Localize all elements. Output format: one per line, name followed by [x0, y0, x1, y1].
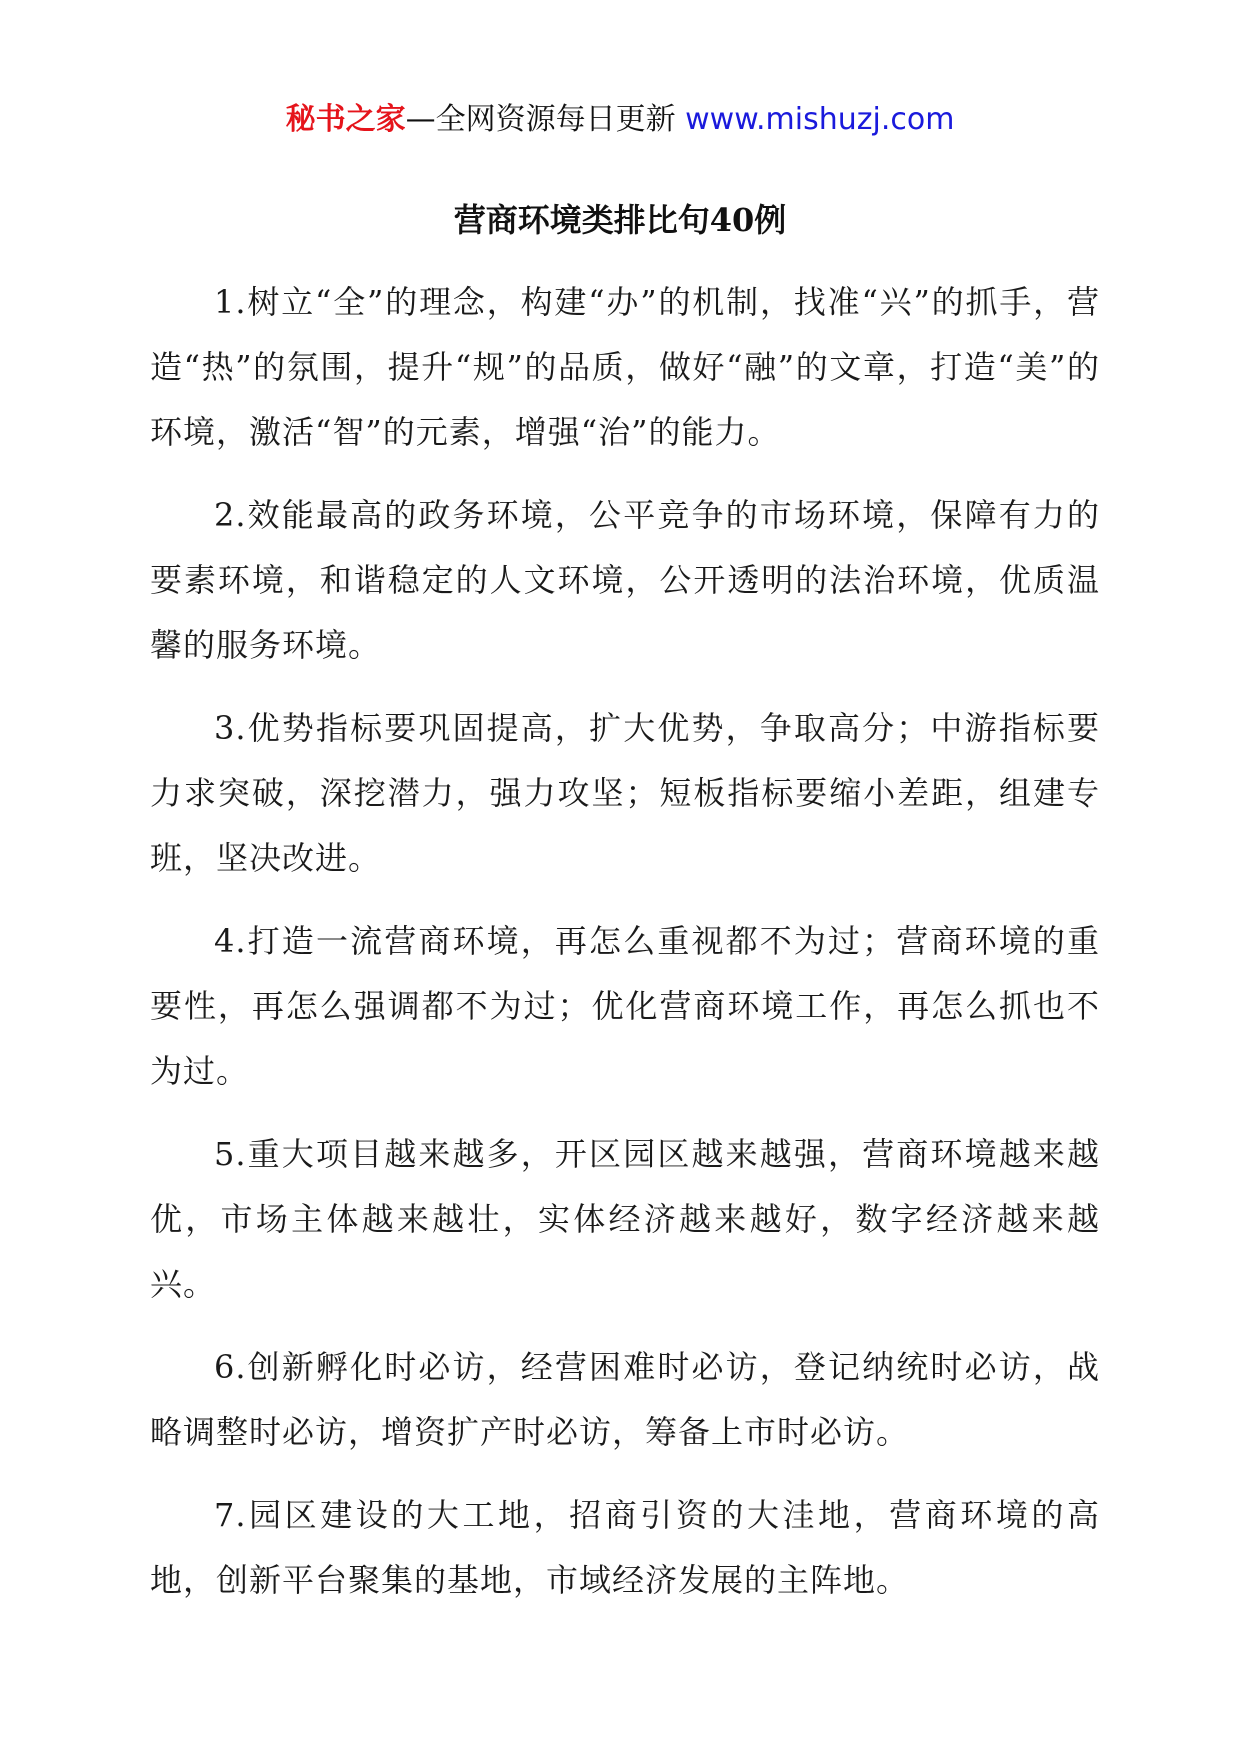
brand-name: 秘书之家	[285, 102, 406, 137]
site-url[interactable]: www.mishuzj.com	[685, 102, 955, 137]
paragraph-7: 7.园区建设的大工地，招商引资的大洼地，营商环境的高地，创新平台聚集的基地，市域经济发展的主阵地。	[150, 1496, 1100, 1599]
paragraph-2: 2.效能最高的政务环境，公平竞争的市场环境，保障有力的要素环境，和谐稳定的人文环境，公开透明的法治环境，优质温馨的服务环境。	[150, 496, 1100, 664]
document-body	[150, 270, 1100, 1631]
paragraph-5: 5.重大项目越来越多，开区园区越来越强，营商环境越来越优，市场主体越来越壮，实体经济越来越好，数字经济越来越兴。	[150, 1135, 1100, 1303]
header-tagline: —全网资源每日更新	[405, 102, 686, 137]
paragraph-3: 3.优势指标要巩固提高，扩大优势，争取高分；中游指标要力求突破，深挖潜力，强力攻坚；短板指标要缩小差距，组建专班，坚决改进。	[150, 709, 1100, 877]
paragraph-4: 4.打造一流营商环境，再怎么重视都不为过；营商环境的重要性，再怎么强调都不为过；优化营商环境工作，再怎么抓也不为过。	[150, 922, 1100, 1090]
site-header	[0, 98, 1240, 142]
document-title: 营商环境类排比句40例	[453, 201, 787, 239]
paragraph-1: 1.树立“全”的理念，构建“办”的机制，找准“兴”的抓手，营造“热”的氛围，提升“规”的品质，做好“融”的文章，打造“美”的环境，激活“智”的元素，增强“治”的能力。	[150, 283, 1100, 451]
paragraph-6: 6.创新孵化时必访，经营困难时必访，登记纳统时必访，战略调整时必访，增资扩产时必访，筹备上市时必访。	[150, 1348, 1100, 1451]
